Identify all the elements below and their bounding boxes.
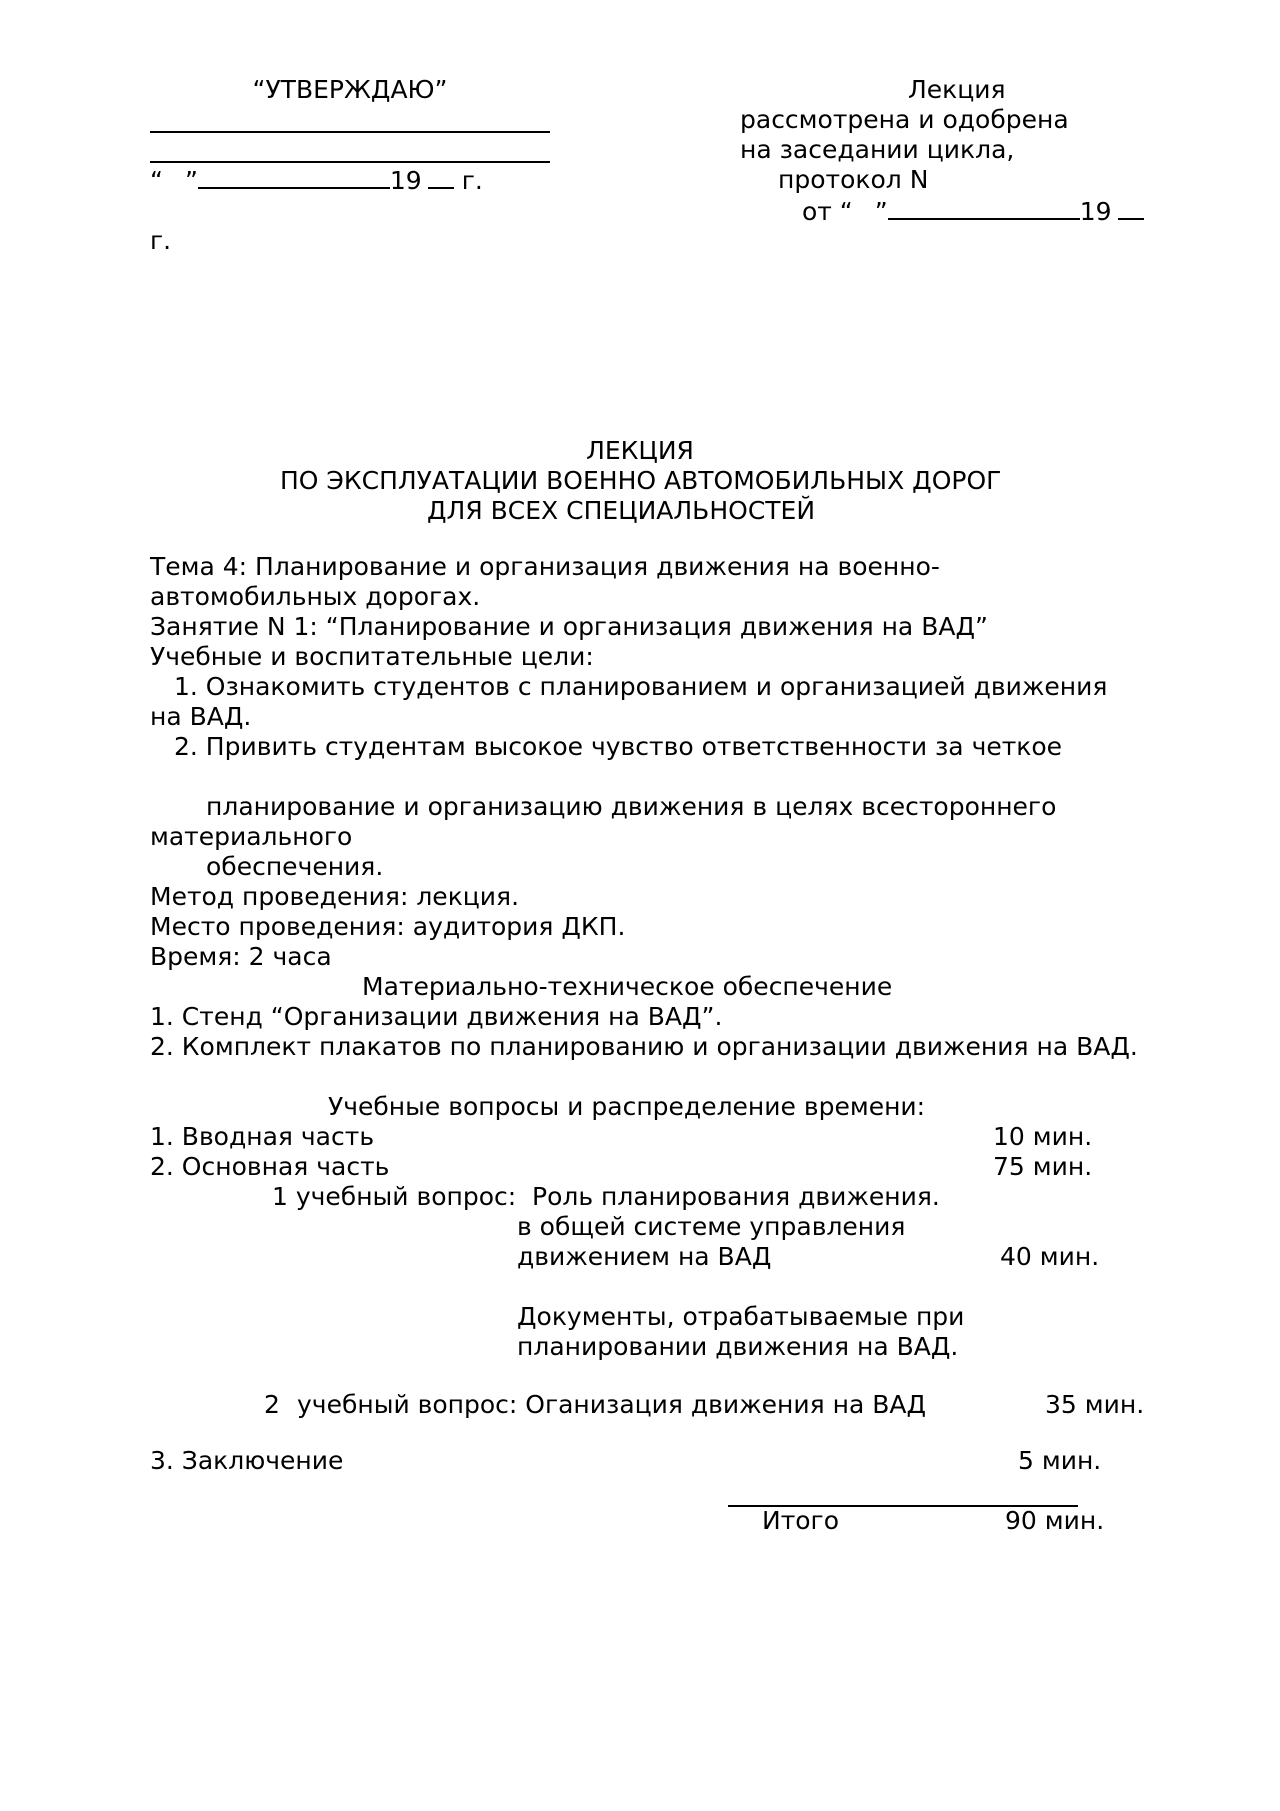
schedule-main-label: 2. Основная часть <box>150 1152 390 1181</box>
equipment-item-2: 2. Комплект плакатов по планированию и организации движения на ВАД. <box>150 1032 1138 1061</box>
goal-1-line-2: на ВАД. <box>150 702 252 731</box>
schedule-q1-prefix: 1 учебный вопрос: <box>272 1182 517 1211</box>
schedule-q1-time: 40 мин. <box>1000 1242 1100 1271</box>
document-audience: ДЛЯ ВСЕХ СПЕЦИАЛЬНОСТЕЙ <box>427 496 816 525</box>
schedule-q1-line-3: движением на ВАД <box>517 1242 772 1271</box>
review-line-4: протокол N <box>778 165 929 194</box>
goal-1-line-1: 1. Ознакомить студентов с планированием и организацией движения <box>174 672 1108 701</box>
review-line-2: рассмотрена и одобрена <box>740 105 1069 134</box>
schedule-q2-time: 35 мин. <box>1045 1390 1145 1419</box>
goal-2-line-4: обеспечения. <box>206 852 384 881</box>
review-date-prefix: от “ <box>802 197 853 226</box>
document-subtitle: ПО ЭКСПЛУАТАЦИИ ВОЕННО АВТОМОБИЛЬНЫХ ДОРОГ <box>280 466 1002 495</box>
schedule-total-label: Итого <box>762 1506 839 1535</box>
schedule-intro-label: 1. Вводная часть <box>150 1122 375 1151</box>
goals-title: Учебные и воспитательные цели: <box>150 642 594 671</box>
schedule-q1-line-2: в общей системе управления <box>517 1212 906 1241</box>
goal-2-line-3: материального <box>150 822 353 851</box>
time-line: Время: 2 часа <box>150 942 332 971</box>
lesson-line: Занятие N 1: “Планирование и организация движения на ВАД” <box>150 612 988 641</box>
equipment-title: Материально-техническое обеспечение <box>362 972 893 1001</box>
review-year-suffix: г. <box>150 226 172 255</box>
schedule-conclusion-label: 3. Заключение <box>150 1446 344 1475</box>
place-line: Место проведения: аудитория ДКП. <box>150 912 626 941</box>
goal-2-line-1: 2. Привить студентам высокое чувство ответственности за четкое <box>174 732 1063 761</box>
schedule-q1-line-4: Документы, отрабатываемые при <box>517 1302 965 1331</box>
approval-date-line <box>150 165 483 196</box>
review-date-blank <box>888 196 1080 220</box>
topic-line-1: Тема 4: Планирование и организация движения на военно- <box>150 552 940 581</box>
approval-year: 19 <box>389 166 422 195</box>
schedule-q1-line-5: планировании движения на ВАД. <box>517 1332 959 1361</box>
document-title: ЛЕКЦИЯ <box>586 436 694 465</box>
method-line: Метод проведения: лекция. <box>150 882 520 911</box>
approval-year-suffix: г. <box>461 166 483 195</box>
approval-signature-line-1 <box>150 131 550 133</box>
approval-date-close-quote: ” <box>184 166 198 195</box>
schedule-total-time: 90 мин. <box>1005 1506 1105 1535</box>
review-year-blank <box>1118 196 1144 220</box>
approval-title: “УТВЕРЖДАЮ” <box>252 75 448 104</box>
schedule-intro-time: 10 мин. <box>993 1122 1093 1151</box>
schedule-q1-line-1: Роль планирования движения. <box>532 1182 940 1211</box>
review-line-1: Лекция <box>908 75 1006 104</box>
schedule-q2-number: 2 <box>264 1390 280 1419</box>
goal-2-line-2: планирование и организацию движения в целях всестороннего <box>206 792 1057 821</box>
equipment-item-1: 1. Стенд “Организации движения на ВАД”. <box>150 1002 723 1031</box>
schedule-main-time: 75 мин. <box>993 1152 1093 1181</box>
approval-date-open-quote: “ <box>150 166 163 195</box>
approval-signature-line-2 <box>150 161 550 163</box>
approval-year-blank <box>428 165 454 189</box>
review-date-line <box>802 196 1144 227</box>
review-line-3: на заседании цикла, <box>740 135 1015 164</box>
schedule-conclusion-time: 5 мин. <box>1018 1446 1102 1475</box>
schedule-q2-text: учебный вопрос: Оганизация движения на ВАД <box>297 1390 927 1419</box>
topic-line-2: автомобильных дорогах. <box>150 582 481 611</box>
review-year: 19 <box>1079 197 1112 226</box>
schedule-title: Учебные вопросы и распределение времени: <box>328 1092 926 1121</box>
approval-date-blank <box>198 165 390 189</box>
review-date-close-quote: ” <box>874 197 888 226</box>
